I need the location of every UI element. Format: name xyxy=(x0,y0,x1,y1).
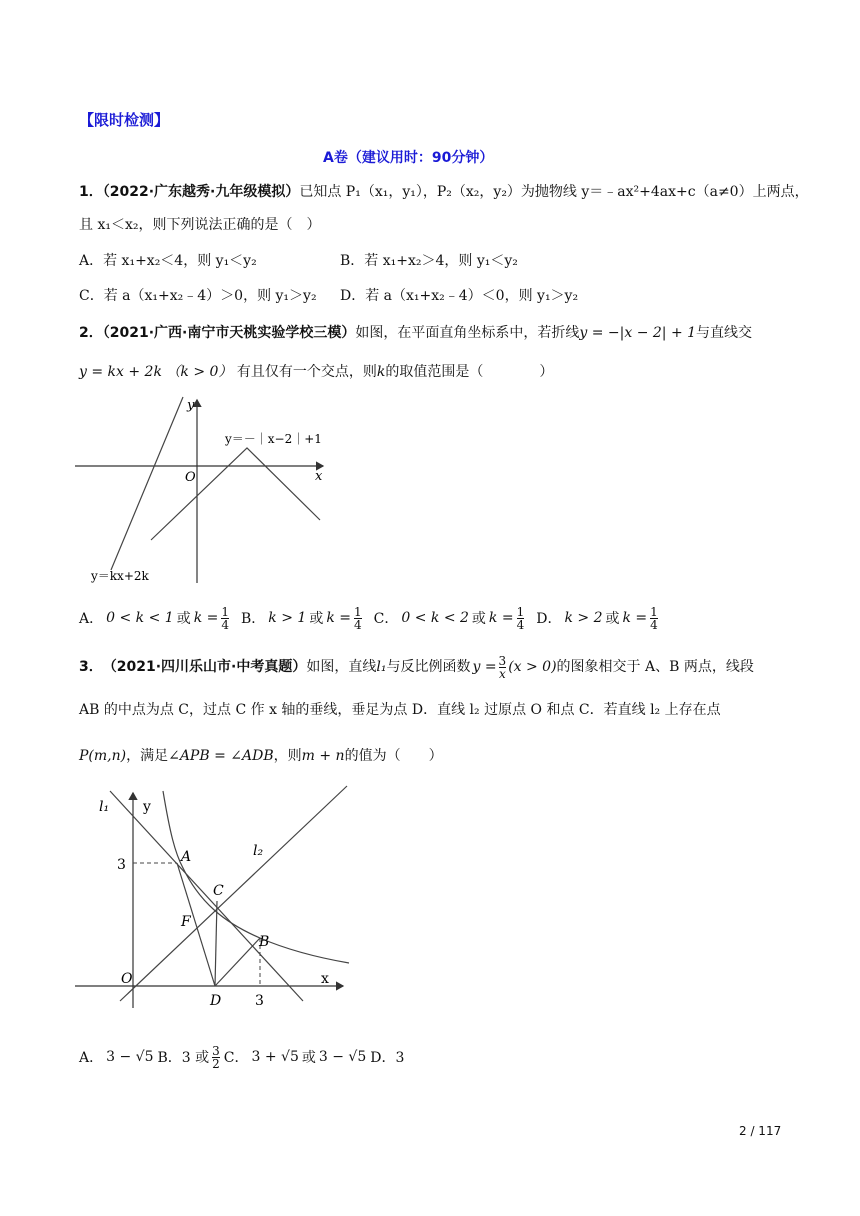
q2-option-c-fraction xyxy=(517,606,525,631)
frac-den: 4 xyxy=(354,617,362,632)
frac-num: 1 xyxy=(516,604,525,619)
q3-point-p: P(m,n) xyxy=(79,748,127,764)
q3-domain: (x > 0) xyxy=(508,659,557,675)
q2-line2 xyxy=(79,362,553,382)
q3-line2: AB 的中点为点 C，过点 C 作 x 轴的垂线，垂足为点 D．直线 l₂ 过原点 O 和点 C．若直线 l₂ 上存在点 xyxy=(79,702,721,718)
q3-line-l1 xyxy=(110,791,303,1001)
q3-x-label: x xyxy=(321,971,329,987)
q3-figure xyxy=(75,783,355,1013)
q2-polyline-equation: y = −|x − 2| + 1 xyxy=(579,325,697,341)
q2-option-a-range: 0 < k < 1 xyxy=(106,610,174,626)
q2-option-a-or: 或 xyxy=(176,611,191,627)
frac-den: x xyxy=(498,666,506,681)
q2-option-c-or: 或 xyxy=(471,611,486,627)
q3-text-3c: 的值为（ ） xyxy=(344,748,443,764)
q3-option-c-label: C． xyxy=(223,1050,249,1066)
q3-tick-3-y: 3 xyxy=(117,857,126,873)
q3-y-label: y xyxy=(143,799,151,815)
q2-origin-label: O xyxy=(185,470,196,485)
q2-option-c-label: C． xyxy=(373,611,399,627)
q2-option-d-range: k > 2 xyxy=(564,610,603,626)
q1-option-b[interactable]: B．若 x₁+x₂＞4，则 y₁＜y₂ xyxy=(340,253,518,269)
q2-condition: （k > 0） xyxy=(166,364,233,380)
q3-option-c[interactable] xyxy=(224,1047,366,1067)
q3-option-b-label: B．3 或 xyxy=(157,1050,210,1066)
q3-line3 xyxy=(79,746,443,766)
q2-option-b-range: k > 1 xyxy=(268,610,307,626)
q3-label-b: B xyxy=(259,934,270,950)
q2-number: 2． xyxy=(79,325,103,341)
q3-option-a-value: 3 − √5 xyxy=(106,1049,154,1065)
frac-num: 1 xyxy=(650,604,658,619)
q3-text-1b: 与反比例函数 xyxy=(386,659,471,675)
q3-option-c-or: 或 xyxy=(301,1050,316,1066)
q2-option-d-or: 或 xyxy=(605,611,620,627)
q1-line1 xyxy=(79,182,809,202)
q2-line-label: y＝kx+2k xyxy=(91,569,149,583)
q3-option-d[interactable]: D．3 xyxy=(370,1050,405,1066)
q1-option-a[interactable]: A．若 x₁+x₂＜4，则 y₁＜y₂ xyxy=(79,253,257,269)
q3-m-plus-n: m + n xyxy=(301,748,345,764)
q2-text-1a: 如图，在平面直角坐标系中，若折线 xyxy=(355,325,580,341)
frac-num: 3 xyxy=(498,653,507,668)
q2-curve-label: y＝－｜x−2｜+1 xyxy=(225,432,322,446)
q2-option-b-fraction xyxy=(354,606,362,631)
q2-k: k xyxy=(376,364,386,380)
page-number: 2 / 117 xyxy=(739,1124,782,1138)
frac-den: 4 xyxy=(221,617,229,632)
q3-origin-label: O xyxy=(121,971,133,987)
q3-option-c-value-2: 3 − √5 xyxy=(318,1049,367,1065)
q2-figure xyxy=(75,395,335,585)
q2-option-a[interactable] xyxy=(79,606,229,631)
q2-x-label: x xyxy=(315,469,323,484)
q2-text-2b: 有且仅有一个交点，则 xyxy=(236,364,377,380)
q3-angle-eq: ∠APB = ∠ADB xyxy=(168,748,274,764)
q2-y-label: y xyxy=(187,398,195,413)
q3-text-3b: ，则 xyxy=(273,748,302,764)
q1-option-d[interactable]: D．若 a（x₁+x₂﹣4）＜0，则 y₁＞y₂ xyxy=(340,288,579,304)
q2-option-b-or: 或 xyxy=(309,611,324,627)
q2-option-d-fraction xyxy=(650,606,658,631)
q2-option-c-keq: k = xyxy=(488,610,514,626)
q2-option-a-keq: k = xyxy=(193,610,219,626)
q2-option-b-label: B． xyxy=(241,611,266,627)
frac-den: 4 xyxy=(650,617,658,632)
q3-segment-db xyxy=(215,938,260,986)
frac-num: 3 xyxy=(212,1043,220,1058)
q2-option-d[interactable] xyxy=(536,606,658,631)
q3-label-d: D xyxy=(210,993,222,1009)
frac-num: 1 xyxy=(354,604,362,619)
frac-num: 1 xyxy=(221,604,229,619)
q1-source: （2022·广东越秀·九年级模拟） xyxy=(102,184,300,200)
q3-function-fraction xyxy=(499,655,507,680)
q3-option-c-value-1: 3 + √5 xyxy=(251,1049,299,1065)
q3-label-c: C xyxy=(213,883,224,899)
q1-line2: 且 x₁＜x₂，则下列说法正确的是（ ） xyxy=(79,217,321,233)
q3-text-1a: 如图，直线 xyxy=(306,659,377,675)
q1-number: 1． xyxy=(79,184,103,200)
frac-den: 2 xyxy=(212,1056,220,1071)
q2-option-a-fraction xyxy=(221,606,229,631)
q2-option-b[interactable] xyxy=(241,606,362,631)
q3-options xyxy=(79,1040,404,1074)
q3-option-b-fraction xyxy=(212,1045,220,1070)
q2-options xyxy=(79,603,658,633)
frac-den: 4 xyxy=(516,617,525,632)
q2-option-d-keq: k = xyxy=(622,610,648,626)
q3-hyperbola xyxy=(163,791,349,963)
q3-l1-label: l₁ xyxy=(99,799,110,815)
q2-option-c[interactable] xyxy=(374,606,525,631)
q2-option-d-label: D． xyxy=(536,611,562,627)
q3-label-a: A xyxy=(181,849,192,865)
section-subtitle: A卷（建议用时：90分钟） xyxy=(323,150,494,166)
q2-text-1b: 与直线交 xyxy=(696,325,753,341)
q2-option-c-range: 0 < k < 2 xyxy=(401,610,469,626)
q2-source: （2021·广西·南宁市天桃实验学校三模） xyxy=(102,325,356,341)
q2-option-b-keq: k = xyxy=(326,610,351,626)
q3-y-eq: y = xyxy=(472,659,497,675)
q2-polyline xyxy=(151,448,320,540)
q3-line1 xyxy=(79,652,754,682)
q3-source: （2021·四川乐山市·中考真题） xyxy=(102,659,307,675)
q3-l1: l₁ xyxy=(376,659,387,675)
q3-line-l2 xyxy=(120,786,347,1001)
section-title: 【限时检测】 xyxy=(79,111,170,129)
q3-text-1c: 的图象相交于 A、B 两点，线段 xyxy=(556,659,754,675)
q1-text-1: 已知点 P₁（x₁，y₁），P₂（x₂，y₂）为抛物线 y＝﹣ax²+4ax+c（a≠0）上两点， xyxy=(299,184,809,200)
q1-option-c[interactable]: C．若 a（x₁+x₂﹣4）＞0，则 y₁＞y₂ xyxy=(79,288,317,304)
q3-l2-label: l₂ xyxy=(253,843,264,859)
q3-number: 3． xyxy=(79,659,103,675)
q3-label-f: F xyxy=(181,914,191,930)
q2-line1 xyxy=(79,323,752,343)
q2-straight-line xyxy=(111,397,183,570)
q2-option-a-label: A． xyxy=(79,611,104,627)
q3-option-b[interactable] xyxy=(158,1045,220,1070)
q3-option-a[interactable] xyxy=(79,1047,154,1067)
q3-segment-cd xyxy=(215,901,217,986)
q3-text-3a: ，满足 xyxy=(126,748,169,764)
q2-line-equation: y = kx + 2k xyxy=(79,364,162,380)
q3-option-a-label: A． xyxy=(79,1050,104,1066)
q2-text-2c: 的取值范围是（ ） xyxy=(385,364,554,380)
q3-tick-3-x: 3 xyxy=(255,993,264,1009)
